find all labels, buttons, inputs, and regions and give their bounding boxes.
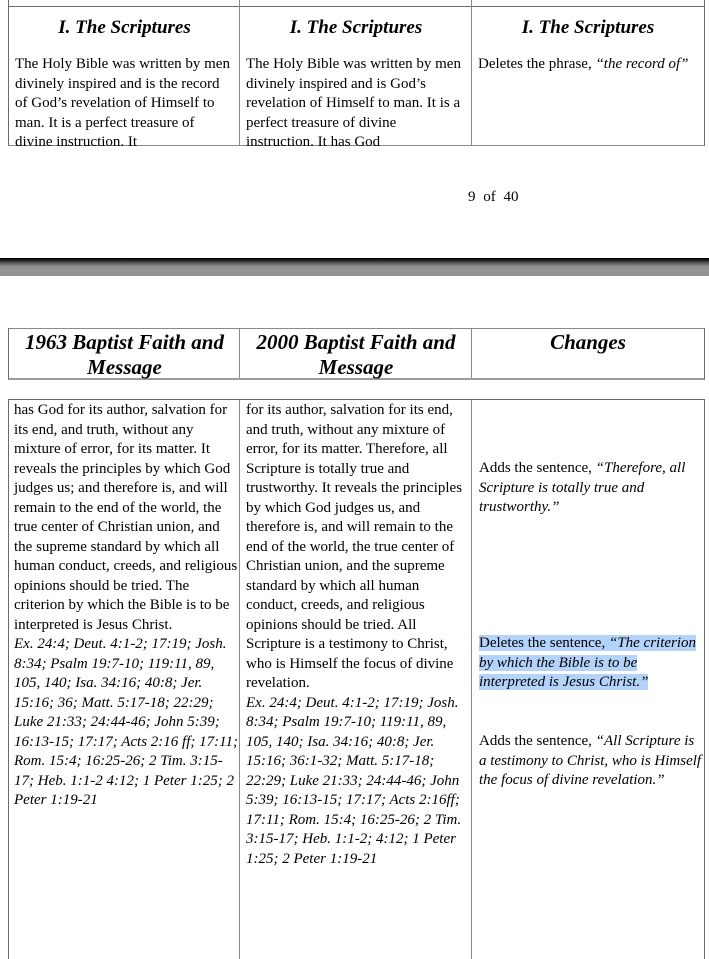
comparison-table-fragment	[8, 0, 705, 150]
change-quote: “Therefore, all Scripture is totally true and trustworthy.”	[479, 460, 686, 515]
section-title: I. The Scriptures	[521, 17, 655, 38]
cell-text: The Holy Bible was written by men divinely inspired and is God’s revelation of Himself to man. It is a perfect treasure of divine instruction. It has God	[246, 56, 461, 150]
cell-text: for its author, salvation for its end, and truth, without any mixture of error, for its matter. Therefore, all Scripture is totally true and trustworthy. It reveals the principles by which God judges us, and therefore is, and will remain to the end of the world, the true center of Christian union, and the supreme standard by which all human conduct, creeds, and religious opinions should be tried. All Scripture is a testimony to Christ, who is Himself the focus of divine revelation.	[246, 402, 463, 691]
cell-text: The Holy Bible was written by men divinely inspired and is the record of God’s revelation of Himself to man. It is a perfect treasure of divine instruction. It	[15, 56, 230, 150]
page-number	[468, 189, 519, 206]
table-cell-2000	[240, 401, 472, 869]
table-cell-changes	[472, 400, 706, 959]
comparison-table	[8, 399, 705, 959]
change-prefix: Adds the sentence,	[479, 460, 596, 476]
table-header	[8, 328, 705, 380]
page-current: 9	[468, 189, 476, 205]
column-header-2000: 2000 Baptist Faith and Message	[256, 330, 456, 379]
document-page-9	[0, 0, 709, 258]
page-of-label: of	[483, 189, 496, 205]
column-header-1963: 1963 Baptist Faith and Message	[25, 330, 224, 379]
change-note	[479, 459, 702, 518]
section-title: I. The Scriptures	[289, 17, 423, 38]
section-title: I. The Scriptures	[58, 17, 191, 38]
change-note	[479, 732, 702, 791]
change-quote: “the record of”	[595, 56, 689, 72]
table-cell-1963	[9, 8, 240, 153]
change-note-selected[interactable]	[479, 634, 702, 693]
change-prefix: Adds the sentence,	[479, 733, 596, 749]
table-row-divider	[9, 6, 704, 7]
scripture-references: Ex. 24:4; Deut. 4:1-2; 17:19; Josh. 8:34; Psalm 19:7-10; 119:11, 89, 105, 140; Isa. 34:16; 40:8; Jer. 15:16; 36; Matt. 5:17-18; 22:29; Luke 21:33; 24:44-46; John 5:39; 16:13-15; 17:17; Acts 2:16 ff; 17:11; Rom. 15:4; 16:25-26; 2 Tim. 3:15-17; Heb. 1:1-2 4:12; 1 Peter 1:25; 2 Peter 1:19-21	[14, 636, 238, 808]
table-cell-2000	[240, 8, 472, 153]
change-quote: “All Scripture is a testimony to Christ, who is Himself the focus of divine revelation.”	[479, 733, 702, 788]
scripture-references: Ex. 24:4; Deut. 4:1-2; 17:19; Josh. 8:34; Psalm 19:7-10; 119:11, 89, 105, 140; Isa. 34:16; 40:8; Jer. 15:16; 36:1-32; Matt. 5:17-18; 22:29; Luke 21:33; 24:44-46; John 5:39; 16:13-15; 17:17; Acts 2:16ff; 17:11; Rom. 15:4; 16:25-26; 2 Tim. 3:15-17; Heb. 1:1-2; 4:12; 1 Peter 1:25; 2 Peter 1:19-21	[246, 694, 462, 867]
table-cell-1963	[9, 401, 241, 811]
page-separator	[0, 258, 709, 276]
page-total: 40	[503, 189, 519, 205]
column-header-changes: Changes	[550, 330, 626, 354]
change-prefix: Deletes the phrase,	[478, 56, 596, 72]
change-quote[interactable]: “The criterion by which the Bible is to be interpreted is Jesus Christ.”	[479, 635, 697, 690]
cell-text: has God for its author, salvation for its end, and truth, without any mixture of error, for its matter. It reveals the principles by which God judges us; and therefore is, and will remain to the end of the world, the true center of Christian union, and the supreme standard by which all human conduct, creeds, and religious opinions should be tried. The criterion by which the Bible is to be interpreted is Jesus Christ.	[14, 402, 238, 633]
table-cell-changes	[472, 8, 704, 75]
change-note	[478, 55, 698, 75]
change-prefix[interactable]: Deletes the sentence,	[479, 635, 609, 651]
document-page-10	[0, 276, 709, 953]
